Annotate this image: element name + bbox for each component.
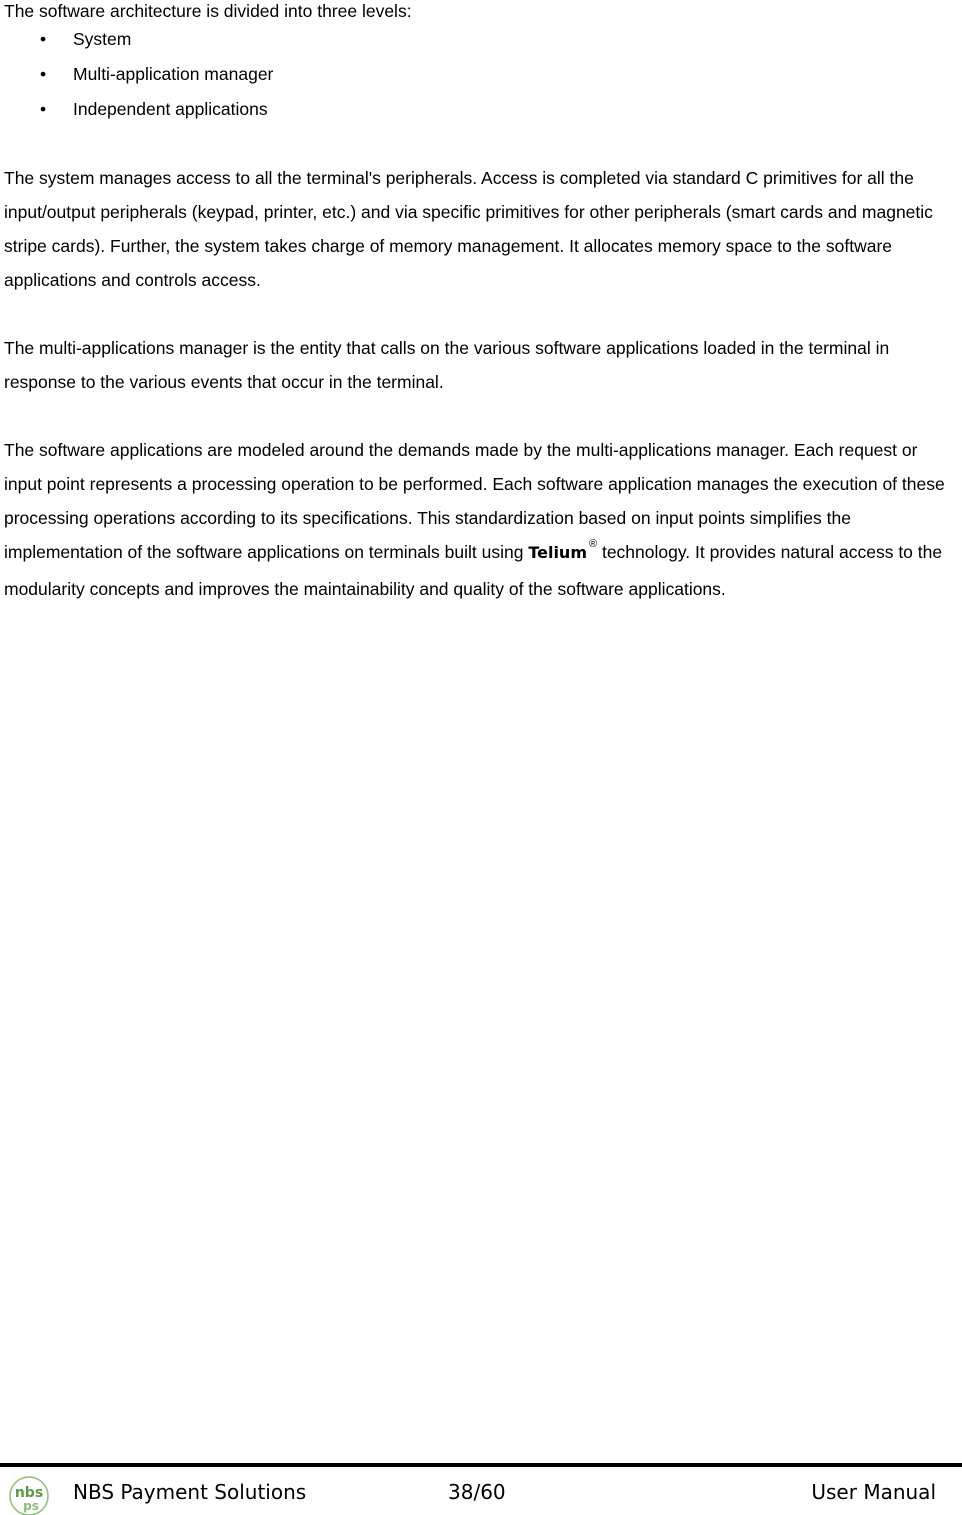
list-item	[4, 92, 958, 127]
bullet-icon: •	[40, 99, 47, 119]
registered-mark: ®	[588, 538, 598, 550]
bullet-icon: •	[40, 64, 47, 84]
levels-list	[4, 22, 958, 127]
page-footer	[0, 1463, 962, 1512]
list-item	[4, 57, 958, 92]
paragraph-spacer	[4, 297, 958, 331]
system-paragraph: The system manages access to all the terminal's peripherals. Access is completed via standard C primitives for all the input/output peripherals (keypad, printer, etc.) and via specific primitives for other peripherals (smart cards and magnetic stripe cards). Further, the system takes charge of memory management. It allocates memory space to the software applications and controls access.	[4, 168, 933, 290]
footer-doc-type: User Manual	[811, 1480, 936, 1504]
paragraph-text: The software applications are modeled around the demands made by the multi-applications manager. Each request or input point represents a processing operation to be performed. Each software application manages the execution of these processing operations according to its specifications. This standardization based on input points simplifies the implementation of the software applications on terminals built using	[4, 440, 945, 562]
footer-page-number: 38/60	[448, 1480, 506, 1504]
telium-brand: Telium	[528, 543, 587, 562]
footer-company: NBS Payment Solutions	[73, 1480, 307, 1504]
bullet-icon: •	[40, 29, 47, 49]
document-body	[4, 0, 958, 606]
intro-text: The software architecture is divided into three levels:	[4, 1, 412, 21]
logo-text-top: nbs	[14, 1485, 44, 1501]
list-item-label: Independent applications	[73, 99, 268, 119]
nbs-logo-icon	[6, 1475, 52, 1515]
applications-paragraph	[4, 433, 958, 606]
list-item	[4, 22, 958, 57]
list-item-label: System	[73, 29, 132, 49]
list-item-label: Multi-application manager	[73, 64, 274, 84]
manager-paragraph: The multi-applications manager is the entity that calls on the various software applications loaded in the terminal in response to the various events that occur in the terminal.	[4, 338, 890, 392]
paragraph-spacer	[4, 399, 958, 433]
logo-text-bottom: ps	[23, 1499, 39, 1513]
paragraph-spacer	[4, 127, 958, 161]
paragraph-text: technology. It provides natural access to the modularity concepts and improves the maintainability and quality of the software applications.	[4, 542, 943, 599]
